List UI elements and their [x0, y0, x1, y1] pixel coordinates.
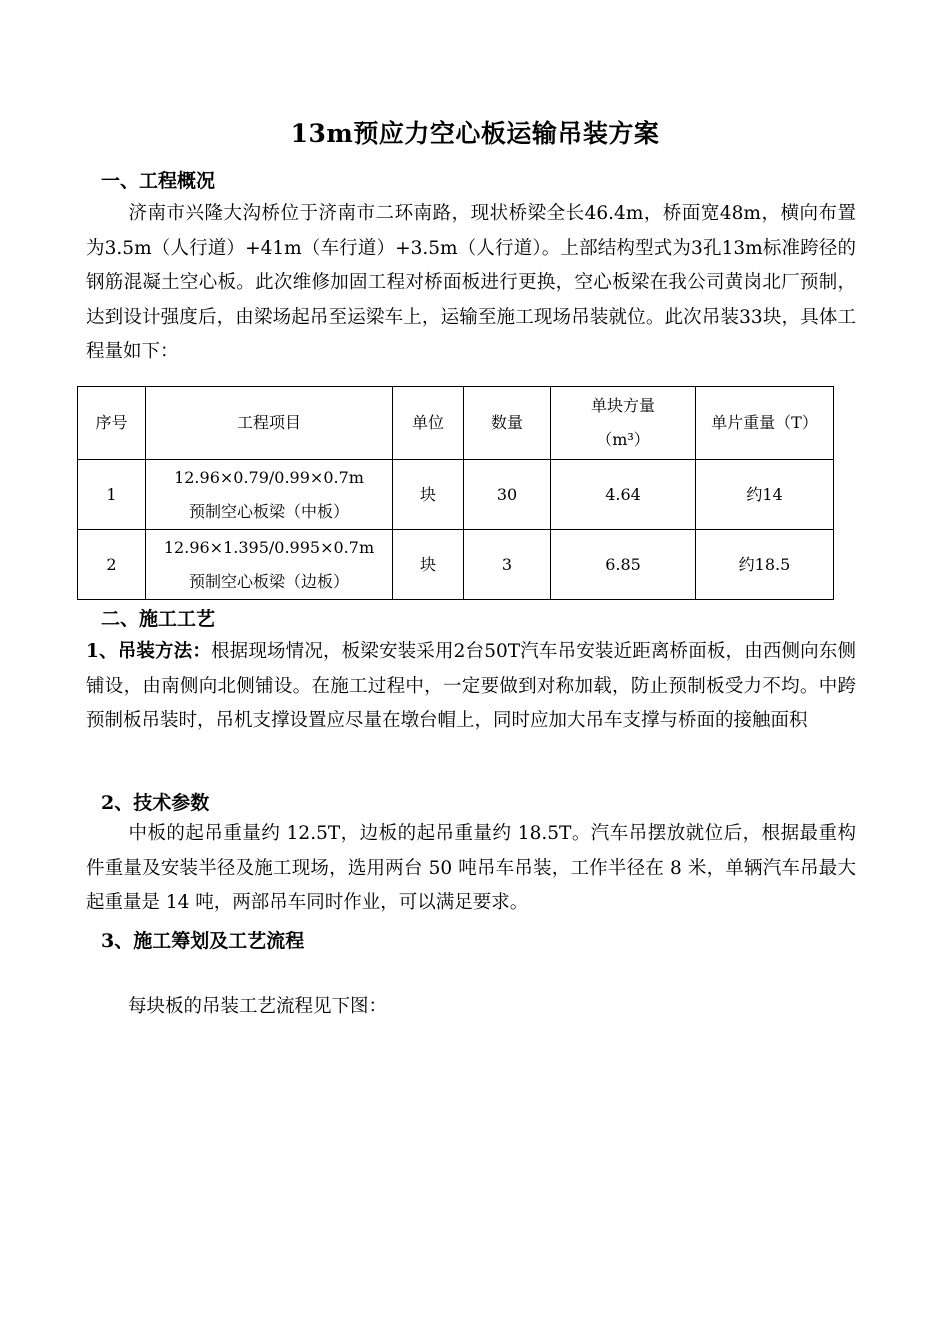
header-item: 工程项目 — [146, 387, 393, 460]
header-volume-line1: 单块方量 — [590, 396, 655, 415]
subheading-tech-params: 2、技术参数 — [101, 792, 210, 814]
row-item-name: 预制空心板梁（边板） — [188, 571, 349, 591]
header-no: 序号 — [78, 387, 146, 460]
row-qty: 3 — [464, 530, 551, 600]
subheading-planning: 3、施工筹划及工艺流程 — [101, 930, 305, 952]
hoisting-method-label: 1、吊装方法： — [86, 641, 212, 662]
row-qty: 30 — [464, 460, 551, 530]
row-unit: 块 — [393, 460, 464, 530]
row-no: 1 — [78, 460, 146, 530]
table-row — [78, 460, 834, 530]
row-item-dimensions: 12.96×0.79/0.99×0.7m — [174, 467, 364, 487]
table-header-row — [78, 387, 834, 460]
header-volume — [551, 387, 696, 460]
planning-text: 每块板的吊装工艺流程见下图： — [128, 996, 388, 1017]
row-weight: 约18.5 — [696, 530, 834, 600]
planning-paragraph — [86, 990, 856, 1025]
row-no: 2 — [78, 530, 146, 600]
row-item-dimensions: 12.96×1.395/0.995×0.7m — [163, 537, 375, 557]
overview-text: 济南市兴隆大沟桥位于济南市二环南路，现状桥梁全长46.4m，桥面宽48m，横向布置为3.5m（人行道）+41m（车行道）+3.5m（人行道）。上部结构型式为3孔13m标准跨径的钢筋混凝土空心板。此次维修加固工程对桥面板进行更换，空心板梁在我公司黄岗北厂预制，达到设计强度后，由梁场起吊至运梁车上，运输至施工现场吊装就位。此次吊装33块，具体工程量如下： — [86, 203, 856, 362]
header-weight: 单片重量（T） — [696, 387, 834, 460]
section-heading-process: 二、施工工艺 — [101, 608, 216, 630]
row-volume: 4.64 — [551, 460, 696, 530]
quantity-table — [77, 386, 834, 600]
header-qty: 数量 — [464, 387, 551, 460]
tech-params-text: 中板的起吊重量约 12.5T，边板的起吊重量约 18.5T。汽车吊摆放就位后，根据最重构件重量及安装半径及施工现场，选用两台 50 吨吊车吊装，工作半径在 8 米，单辆汽车吊最大起重量是 14 吨，两部吊车同时作业，可以满足要求。 — [86, 823, 856, 913]
document-title: 13m预应力空心板运输吊装方案 — [290, 119, 660, 148]
row-volume: 6.85 — [551, 530, 696, 600]
table-row — [78, 530, 834, 600]
overview-paragraph — [86, 197, 856, 370]
row-item — [146, 530, 393, 600]
row-unit: 块 — [393, 530, 464, 600]
tech-params-paragraph — [86, 817, 856, 921]
row-item — [146, 460, 393, 530]
hoisting-method-text: 根据现场情况，板梁安装采用2台50T汽车吊安装近距离桥面板，由西侧向东侧铺设，由南侧向北侧铺设。在施工过程中，一定要做到对称加载，防止预制板受力不均。中跨预制板吊装时，吊机支撑设置应尽量在墩台帽上，同时应加大吊车支撑与桥面的接触面积 — [86, 641, 857, 731]
header-unit: 单位 — [393, 387, 464, 460]
header-volume-line2: （m³） — [596, 430, 650, 449]
row-weight: 约14 — [696, 460, 834, 530]
section-heading-overview: 一、工程概况 — [101, 170, 216, 192]
hoisting-method-paragraph — [86, 635, 856, 739]
row-item-name: 预制空心板梁（中板） — [188, 501, 349, 521]
